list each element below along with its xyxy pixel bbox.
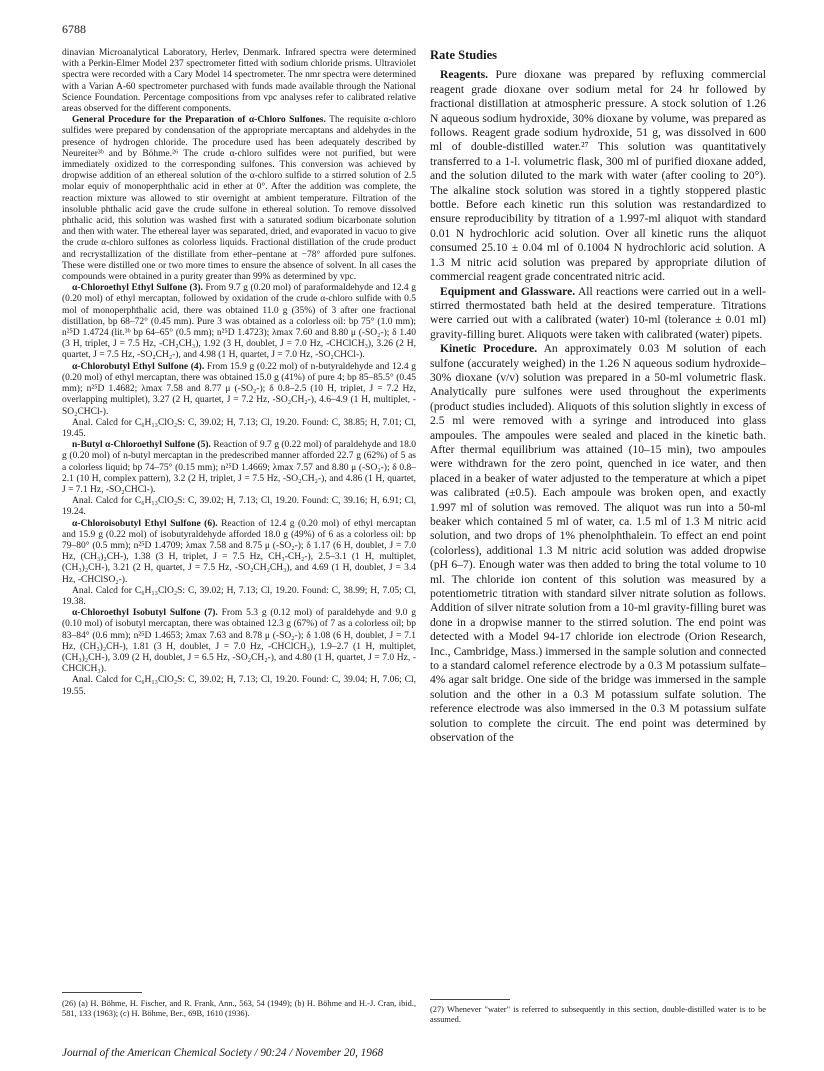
compound-7-text: From 5.3 g (0.12 mol) of paraldehyde and 9.0 g (0.10 mol) of isobutyl mercaptan, there was obtained 12.3 g (67%) of 7 as a colorless oil; bp 83–84° (0.6 mm); n²⁵D 1.4653; λmax 7.63 and 8.78 μ (-SO₂-); δ 1.08 (6 H, doublet, J = 7.1 Hz, (CH₃)₂CH-), 1.81 (3 H, doublet, J = 7.0 Hz, -CHClCH₃), 1.9–2.7 (1 H, multiplet, (CH₃)₂CH-), 3.09 (2 H, doublet, J = 6.5 Hz, -SO₂CH₂-), and 4.80 (1 H, quartet, J = 7.0 Hz, -CHClCH₃). bbox=[62, 608, 417, 675]
compound-6-heading: α-Chloroisobutyl Ethyl Sulfone (6). bbox=[72, 518, 218, 529]
compound-4-text: From 15.9 g (0.22 mol) of n-butyraldehyde and 12.4 g (0.20 mol) of ethyl mercaptan, there was obtained 15.0 g (41%) of pure 4; bp 85–85.5° (0.45 mm); n²⁵D 1.4682; λmax 7.58 and 8.77 μ (-SO₂-); δ 0.8–2.5 (10 H, triplet, J = 7.2 Hz, overlapping multiplet), 3.27 (2 H, quartet, J = 7.2 Hz, -SO₂CH₂-), 4.6–4.9 (1 H, multiplet, -SO₂CHCl-). bbox=[62, 361, 417, 417]
equipment-text: All reactions were carried out in a well-stirred thermostated bath held at the desired temperature. Titrations were carried out with a calibrated (water) 10-ml (tolerance ± 0.01 ml) gravity-filling buret. Aliquots were taken with calibrated (water) pipets. bbox=[430, 284, 767, 341]
compound-7-paragraph bbox=[62, 608, 416, 675]
footnote-rule-right bbox=[430, 999, 510, 1000]
footnote-rule-left bbox=[62, 992, 142, 993]
reagents-heading: Reagents. bbox=[440, 68, 488, 82]
equipment-heading: Equipment and Glassware. bbox=[440, 284, 576, 298]
kinetic-paragraph bbox=[430, 342, 766, 745]
compound-4-analysis: Anal. Calcd for C₆H₁₃ClO₂S: C, 39.02; H, 7.13; Cl, 19.20. Found: C, 38.85; H, 7.01; Cl, 19.45. bbox=[62, 417, 416, 439]
reagents-paragraph bbox=[430, 68, 766, 284]
compound-4-paragraph bbox=[62, 362, 416, 418]
kinetic-heading: Kinetic Procedure. bbox=[440, 342, 538, 356]
right-column bbox=[430, 48, 766, 746]
compound-5-paragraph bbox=[62, 440, 416, 496]
compound-6-paragraph bbox=[62, 519, 416, 586]
kinetic-text: An approximately 0.03 M solution of each sulfone (accurately weighed) in the 1.26 N aqueous sodium hydroxide–30% dioxane (v/v) solution was prepared in a 50-ml volumetric flask. Analytically pure sulfones were used throughout the experiments (product studies included). Aliquots of this solution slightly in excess of 2.5 ml were removed with a syringe and introduced into glass ampoules. The ampoules were sealed and placed in the kinetic bath. After thermal equilibrium was attained (10–15 min), two ampoules were withdrawn for the zero point, quenched in ice water, and then placed in a beaker of water adjusted to the temperature at which a pipet was calibrated (±0.5). Each ampoule was broken open, and exactly 1.997 ml of solution was removed. The aliquot was run into a 50-ml beaker which contained 5 ml of water, ca. 1.5 ml of 1.3 M nitric acid solution, and two drops of 1% phenolphthalein. To effect an end point (colorless), additional 1.3 M nitric acid solution was added dropwise (pH 6–7). Enough water was then added to bring the total volume to 10 ml. The chloride ion content of this solution was measured by a potentiometric titration with standard silver nitrate solution as follows. Addition of silver nitrate solution from a 10-ml gravity-filling buret was done in a dropwise manner to the stirred solution. The end point was detected with a Model 94-17 chloride ion electrode (Orion Research, Inc., Cambridge, Mass.) immersed in the sample solution and connected to a standard calomel reference electrode by a 0.3 M potassium sulfate–4% agar salt bridge. One side of the bridge was immersed in the sample solution and the other in a 0.3 M potassium sulfate solution. The reference electrode was also immersed in the 0.3 M potassium sulfate solution to complete the circuit. The end point was determined by observation of the bbox=[430, 342, 766, 745]
footnote-26: (26) (a) H. Böhme, H. Fischer, and R. Frank, Ann., 563, 54 (1949); (b) H. Böhme and H.-J. Cran, ibid., 581, 133 (1963); (c) H. Böhme, Ber., 69B, 1610 (1936). bbox=[62, 999, 416, 1018]
compound-6-text: Reaction of 12.4 g (0.20 mol) of ethyl mercaptan and 15.9 g (0.22 mol) of isobutyraldehyde afforded 18.0 g (49%) of 6 as a colorless oil: bp 79–80° (0.5 mm); n²⁵D 1.4709; λmax 7.58 and 8.75 μ (-SO₂-); δ 1.17 (6 H, doublet, J = 7.0 Hz, (CH₃)₂CH-), 1.38 (3 H, triplet, J = 7.5 Hz, CH₃-CH₂-), 2.5–3.1 (1 H, multiplet, (CH₃)₂CH-), 3.21 (2 H, quartet, J = 7.5 Hz, -SO₂CH₂CH₃), and 4.69 (1 H, doublet, J = 3.4 Hz, -CHClSO₂-). bbox=[62, 518, 417, 585]
footnote-27: (27) Whenever "water" is referred to subsequently in this section, double-distilled water is to be assumed. bbox=[430, 1005, 766, 1024]
intro-paragraph: dinavian Microanalytical Laboratory, Herlev, Denmark. Infrared spectra were determined with a Perkin-Elmer Model 237 spectrometer fitted with sodium chloride prisms. Ultraviolet spectra were recorded with a Cary Model 14 spectrometer. The nmr spectra were determined with a Varian A-60 spectrometer purchased with funds made available through the National Science Foundation. Percentage compositions from vpc analyses refer to calibrated relative areas observed for the different components. bbox=[62, 48, 416, 115]
compound-5-text: Reaction of 9.7 g (0.22 mol) of paraldehyde and 18.0 g (0.20 mol) of n-butyl mercaptan in the predescribed manner afforded 22.7 g (62%) of 5 as a colorless liquid; bp 74–75° (0.15 mm); n²⁵D 1.4669; λmax 7.57 and 8.80 μ (-SO₂-); δ 0.8–2.1 (10 H, complex pattern), 3.2 (2 H, triplet, J = 7.5 Hz, -SO₂CH₂-), and 4.86 (1 H, quartet, J = 7.1 Hz, -SO₂CHCl-). bbox=[62, 440, 417, 495]
compound-5-heading: n-Butyl α-Chloroethyl Sulfone (5). bbox=[72, 440, 211, 451]
compound-3-paragraph bbox=[62, 283, 416, 361]
equipment-paragraph bbox=[430, 285, 766, 343]
compound-7-heading: α-Chloroethyl Isobutyl Sulfone (7). bbox=[72, 608, 218, 619]
page-number: 6788 bbox=[62, 22, 86, 36]
compound-3-text: From 9.7 g (0.20 mol) of paraformaldehyde and 12.4 g (0.20 mol) of ethyl mercaptan, followed by oxidation of the crude α-chloro sulfide with 0.5 mol of monoperphthalic acid, there was obtained 11.0 g (35%) of 3 after one fractional distillation, bp 68–72° (0.45 mm). Pure 3 was obtained as a colorless oil: bp 75° (1.0 mm); n²⁵D 1.4724 (lit.³ᵇ bp 64–65° (0.5 mm); n²⁵D 1.4723); λmax 7.60 and 8.80 μ (-SO₂-); δ 1.40 (3 H, triplet, J = 7.5 Hz, -CH₂CH₃), 1.92 (3 H, doublet, J = 7.0 Hz, -CHClCH₃), 3.26 (2 H, quartet, J = 7.5 Hz, -SO₂CH₂-), and 4.98 (1 H, quartet, J = 7.0 Hz, -SO₂CHCl-). bbox=[62, 283, 416, 361]
section-title: Rate Studies bbox=[430, 48, 498, 62]
reagents-text: Pure dioxane was prepared by refluxing commercial reagent grade dioxane over sodium metal for 24 hr followed by fractional distillation at atmospheric pressure. A stock solution of 1.26 N aqueous sodium hydroxide, 30% dioxane by volume, was prepared as follows. Reagent grade sodium hydroxide, 51 g, was dissolved in 600 ml of double-distilled water.²⁷ This solution was quantitatively transferred to a 1-l. volumetric flask, 300 ml of purified dioxane added, and the solution diluted to the mark with water (after cooling to 20°). The alkaline stock solution was stored in a tightly stoppered plastic bottle. Before each kinetic run this solution was restandardized to ensure reproducibility by titration of a 1.997-ml aliquot with standard 0.01 N hydrochloric acid solution. Over all kinetic runs the aliquot consumed 25.10 ± 0.04 ml of 0.1004 N hydrochloric acid solution. A 1.3 M nitric acid solution was prepared by appropriate dilution of commercial reagent grade concentrated nitric acid. bbox=[430, 68, 766, 284]
compound-4-heading: α-Chlorobutyl Ethyl Sulfone (4). bbox=[72, 361, 205, 372]
general-procedure-paragraph bbox=[62, 115, 416, 283]
general-procedure-heading: General Procedure for the Preparation of α-Chloro Sulfones. bbox=[72, 115, 326, 126]
compound-6-analysis: Anal. Calcd for C₆H₁₃ClO₂S: C, 39.02; H, 7.13; Cl, 19.20. Found: C, 38.99; H, 7.05; Cl, 19.38. bbox=[62, 585, 416, 607]
compound-3-heading: α-Chloroethyl Ethyl Sulfone (3). bbox=[72, 283, 203, 294]
general-procedure-text: The requisite α-chloro sulfides were prepared by condensation of the appropriate mercaptans and aldehydes in the presence of hydrogen chloride. The procedure used has been adequately described by Neureiter³ᵇ and by Böhme.²⁶ The crude α-chloro sulfides were not purified, but were immediately oxidized to the corresponding sulfones. This conversion was achieved by dropwise addition of an ethereal solution of the α-chloro sulfide to a stirred solution of 2.5 molar equiv of monoperphthalic acid in ether at 0°. After the addition was complete, the reaction mixture was allowed to stir overnight at ambient temperature. Filtration of the insoluble phthalic acid gave the crude sulfone in ethereal solution. To remove dissolved phthalic acid, this solution was washed first with a saturated sodium bicarbonate solution and then with water. The ethereal layer was separated, dried, and evaporated in vacuo to give the crude α-chloro sulfones as colorless liquids. Fractional distillation of the crude product and recrystallization of the distillate from ether–pentane at −78° afforded pure sulfones. These were distilled one or two more times to ensure the absence of solvent. In all cases the compounds were obtained in a purity greater than 99% as determined by vpc. bbox=[62, 115, 416, 283]
left-column bbox=[62, 48, 416, 698]
compound-5-analysis: Anal. Calcd for C₆H₁₃ClO₂S: C, 39.02; H, 7.13; Cl, 19.20. Found: C, 39.16; H, 6.91; Cl, 19.24. bbox=[62, 496, 416, 518]
compound-7-analysis: Anal. Calcd for C₆H₁₃ClO₂S: C, 39.02; H, 7.13; Cl, 19.20. Found: C, 39.04; H, 7.06; Cl, 19.55. bbox=[62, 675, 416, 697]
journal-footer: Journal of the American Chemical Society / 90:24 / November 20, 1968 bbox=[62, 1047, 384, 1059]
